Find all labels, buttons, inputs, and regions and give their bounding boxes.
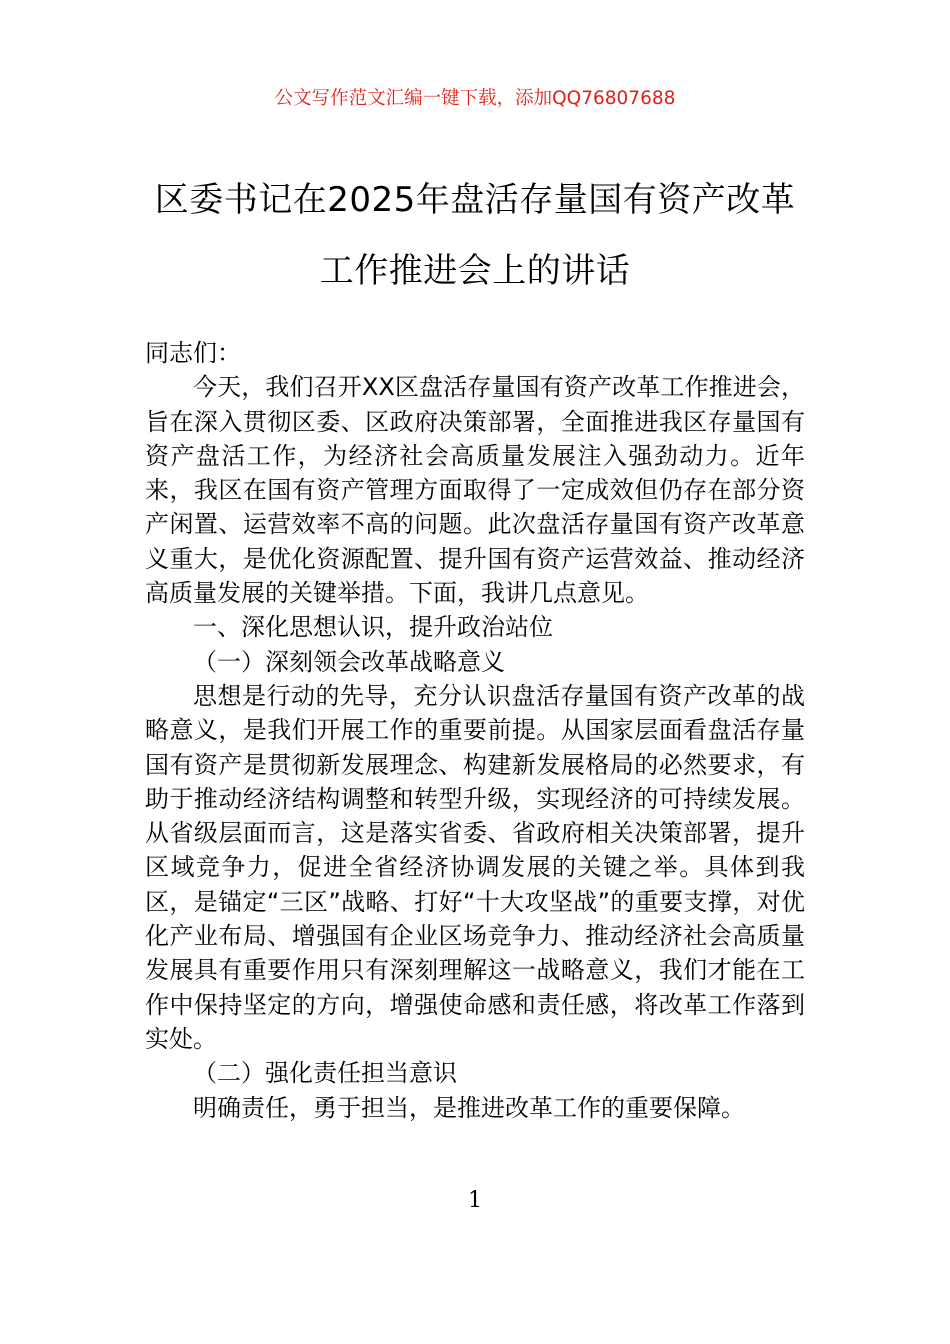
document-title-line-2: 工作推进会上的讲话 bbox=[319, 251, 631, 291]
document-body bbox=[145, 336, 805, 1125]
subsection-heading-1: （一）深刻领会改革战略意义 bbox=[193, 647, 505, 676]
download-notice: 公文写作范文汇编一键下载，添加QQ76807688 bbox=[274, 88, 676, 109]
paragraph-intro: 今天，我们召开XX区盘活存量国有资产改革工作推进会，旨在深入贯彻区委、区政府决策部署，全面推进我区存量国有资产盘活工作，为经济社会高质量发展注入强劲动力。近年来，我区在国有资产管理方面取得了一定成效但仍存在部分资产闲置、运营效率不高的问题。此次盘活存量国有资产改革意义重大，是优化资源配置、提升国有资产运营效益、推动经济高质量发展的关键举措。下面，我讲几点意见。 bbox=[145, 373, 805, 608]
section-heading-1: 一、深化思想认识，提升政治站位 bbox=[193, 613, 553, 642]
paragraph-responsibility: 明确责任，勇于担当，是推进改革工作的重要保障。 bbox=[193, 1093, 745, 1122]
subsection-heading-2: （二）强化责任担当意识 bbox=[193, 1059, 457, 1088]
page-number: 1 bbox=[468, 1188, 482, 1213]
paragraph-strategic-significance: 思想是行动的先导，充分认识盘活存量国有资产改革的战略意义，是我们开展工作的重要前提。从国家层面看盘活存量国有资产是贯彻新发展理念、构建新发展格局的必然要求，有助于推动经济结构调整和转型升级，实现经济的可持续发展。从省级层面而言，这是落实省委、省政府相关决策部署，提升区域竞争力，促进全省经济协调发展的关键之举。具体到我区，是锚定“三区”战略、打好“十大攻坚战”的重要支撑，对优化产业布局、增强国有企业区场竞争力、推动经济社会高质量发展具有重要作用只有深刻理解这一战略意义，我们才能在工作中保持坚定的方向，增强使命感和责任感，将改革工作落到实处。 bbox=[145, 681, 805, 1053]
salutation: 同志们： bbox=[145, 339, 241, 367]
document-title-line-1: 区委书记在2025年盘活存量国有资产改革 bbox=[154, 180, 796, 220]
